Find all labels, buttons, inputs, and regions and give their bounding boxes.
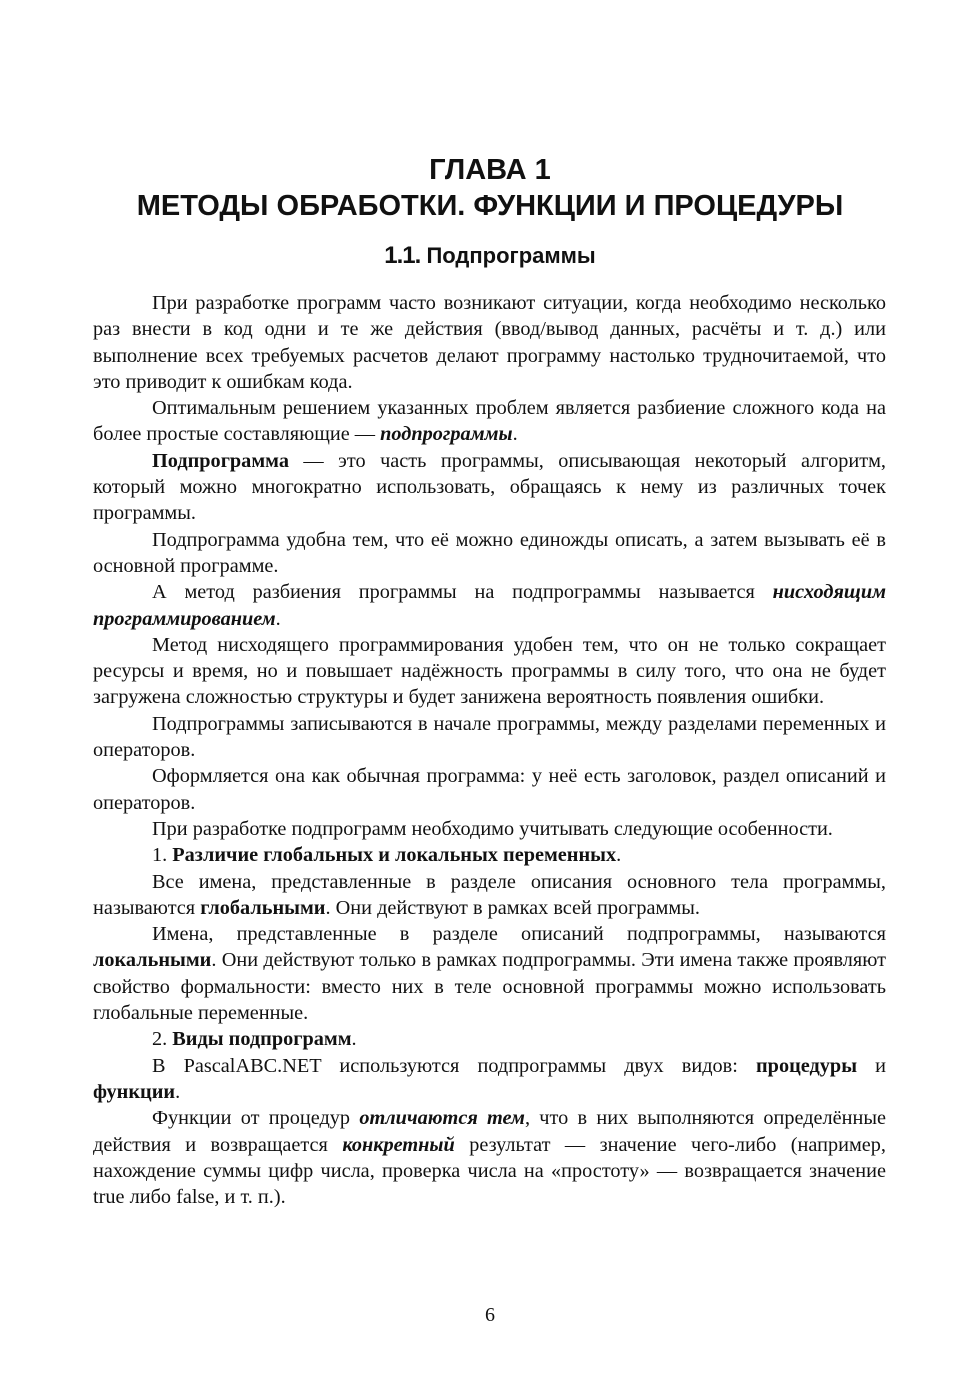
numbered-item: 2. Виды подпрограмм. xyxy=(152,1028,357,1051)
page-number: 6 xyxy=(485,1304,495,1326)
term-bold: функции xyxy=(93,1080,176,1103)
paragraph: В PascalABC.NET используются подпрограммы двух видов: процедуры и функции. xyxy=(93,1054,886,1103)
body-text xyxy=(93,290,886,1210)
term-emphasis: нисходящим программированием xyxy=(93,581,886,630)
paragraph: Имена, представленные в разделе описаний подпрограммы, называются локальными. Они действуют только в рамках подпрограммы. Эти имена также проявляют свойство формальности: вместо них в теле основной программы можно использовать глобальные переменные. xyxy=(93,923,886,1025)
paragraph: А метод разбиения программы на подпрограммы называется нисходящим программированием. xyxy=(93,581,886,630)
term-emphasis: подпрограммы xyxy=(380,423,513,446)
term-bold: локальными xyxy=(93,949,212,972)
paragraph: Подпрограммы записываются в начале программы, между разделами переменных и операторов. xyxy=(93,712,886,762)
paragraph: Функции от процедур отличаются тем, что в них выполняются определённые действия и возвращается конкретный результат — значение чего-либо (например, нахождение суммы цифр числа, проверка числа на «простоту» — возвращается значение true либо false, и т. п.). xyxy=(93,1107,887,1209)
paragraph: Все имена, представленные в разделе описания основного тела программы, называются глобальными. Они действуют в рамках всей программы. xyxy=(93,870,886,919)
paragraph: Оформляется она как обычная программа: у неё есть заголовок, раздел описаний и операторов. xyxy=(93,765,886,814)
section-heading xyxy=(0,240,980,272)
paragraph: Оптимальным решением указанных проблем является разбиение сложного кода на более простые составляющие — подпрограммы. xyxy=(93,397,886,446)
chapter-number: ГЛАВА 1 xyxy=(429,154,551,186)
term-emphasis: отличаются тем xyxy=(359,1107,525,1130)
definition-paragraph: Подпрограмма — это часть программы, описывающая некоторый алгоритм, который можно многократно использовать, обращаясь к нему из различных точек программы. xyxy=(93,449,886,525)
chapter-title: МЕТОДЫ ОБРАБОТКИ. ФУНКЦИИ И ПРОЦЕДУРЫ xyxy=(136,190,844,222)
paragraph: При разработке подпрограмм необходимо учитывать следующие особенности. xyxy=(152,817,833,840)
item-title: Виды подпрограмм xyxy=(172,1028,352,1051)
numbered-item: 1. Различие глобальных и локальных переменных. xyxy=(152,844,622,867)
term-bold: Подпрограмма xyxy=(152,449,289,472)
term-bold: процедуры xyxy=(755,1054,858,1077)
section-title: Подпрограммы xyxy=(426,243,596,268)
item-title: Различие глобальных и локальных переменных xyxy=(172,844,617,867)
term-emphasis: конкретный xyxy=(342,1133,455,1156)
paragraph: Подпрограмма удобна тем, что её можно единожды описать, а затем вызывать её в основной программе. xyxy=(93,528,886,577)
paragraph: При разработке программ часто возникают ситуации, когда необходимо несколько раз внести в код одни и те же действия (ввод/вывод данных, расчёты и т. д.) или выполнение всех требуемых расчетов делают программу настолько трудночитаемой, что это приводит к ошибкам кода. xyxy=(93,292,886,393)
section-number: 1.1. xyxy=(384,242,421,269)
paragraph: Метод нисходящего программирования удобен тем, что он не только сокращает ресурсы и время, но и повышает надёжность программы в силу того, что она не будет загружена сложностью структуры и будет занижена вероятность появления ошибки. xyxy=(93,633,886,709)
term-bold: глобальными xyxy=(200,896,326,919)
